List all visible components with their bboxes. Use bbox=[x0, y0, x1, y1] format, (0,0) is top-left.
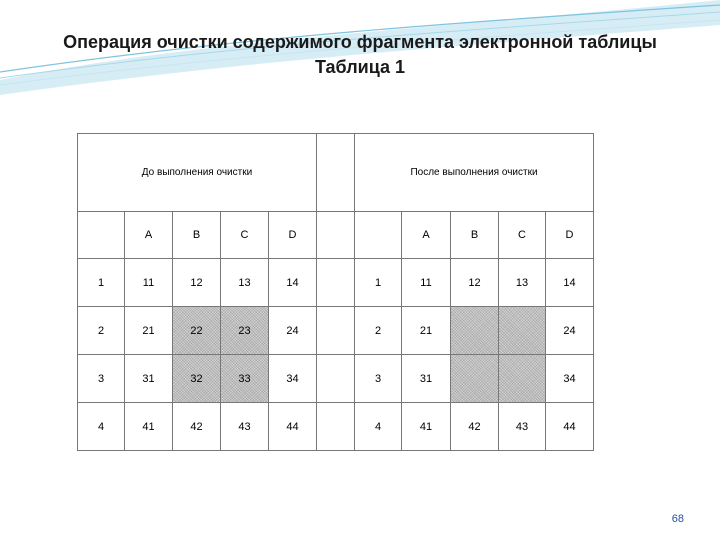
before-cell: 41 bbox=[125, 403, 173, 451]
before-caption: До выполнения очистки bbox=[78, 134, 317, 212]
page-number: 68 bbox=[671, 513, 684, 525]
column-header: B bbox=[173, 212, 221, 259]
after-cell: 42 bbox=[451, 403, 499, 451]
after-cell: 12 bbox=[451, 259, 499, 307]
after-cell: 21 bbox=[402, 307, 451, 355]
before-cell: 22 bbox=[173, 307, 221, 355]
column-header: A bbox=[125, 212, 173, 259]
caption-row bbox=[78, 134, 594, 212]
before-cell: 43 bbox=[221, 403, 269, 451]
after-cell: 11 bbox=[402, 259, 451, 307]
separator-cell bbox=[317, 134, 355, 212]
separator-cell bbox=[317, 259, 355, 307]
row-header: 3 bbox=[355, 355, 402, 403]
row-header: 1 bbox=[355, 259, 402, 307]
after-cell: 24 bbox=[546, 307, 594, 355]
title-line-2: Таблица 1 bbox=[314, 57, 406, 77]
column-header: B bbox=[451, 212, 499, 259]
row-header: 4 bbox=[355, 403, 402, 451]
table-row bbox=[78, 307, 594, 355]
title-line-1: Операция очистки содержимого фрагмента электронной таблицы bbox=[63, 32, 657, 52]
row-header: 2 bbox=[355, 307, 402, 355]
before-cell: 42 bbox=[173, 403, 221, 451]
column-header: A bbox=[402, 212, 451, 259]
separator-cell bbox=[317, 403, 355, 451]
row-header: 2 bbox=[78, 307, 125, 355]
row-header: 1 bbox=[78, 259, 125, 307]
column-header: D bbox=[546, 212, 594, 259]
before-cell: 23 bbox=[221, 307, 269, 355]
column-header: D bbox=[269, 212, 317, 259]
before-cell: 21 bbox=[125, 307, 173, 355]
before-cell: 13 bbox=[221, 259, 269, 307]
after-cell: 43 bbox=[499, 403, 546, 451]
spreadsheet-clear-table bbox=[77, 133, 594, 451]
row-header: 4 bbox=[78, 403, 125, 451]
before-cell: 11 bbox=[125, 259, 173, 307]
before-cell: 33 bbox=[221, 355, 269, 403]
after-cell: 31 bbox=[402, 355, 451, 403]
after-cell: 34 bbox=[546, 355, 594, 403]
column-header-row bbox=[78, 212, 594, 259]
before-cell: 34 bbox=[269, 355, 317, 403]
table-row bbox=[78, 355, 594, 403]
after-cell bbox=[451, 307, 499, 355]
row-header: 3 bbox=[78, 355, 125, 403]
after-caption: После выполнения очистки bbox=[355, 134, 594, 212]
slide-title bbox=[0, 30, 720, 80]
before-cell: 14 bbox=[269, 259, 317, 307]
before-cell: 31 bbox=[125, 355, 173, 403]
after-cell: 14 bbox=[546, 259, 594, 307]
column-header: C bbox=[499, 212, 546, 259]
before-cell: 32 bbox=[173, 355, 221, 403]
before-cell: 44 bbox=[269, 403, 317, 451]
before-cell: 24 bbox=[269, 307, 317, 355]
corner-cell bbox=[355, 212, 402, 259]
table-row bbox=[78, 403, 594, 451]
separator-cell bbox=[317, 355, 355, 403]
separator-cell bbox=[317, 307, 355, 355]
after-cell bbox=[451, 355, 499, 403]
corner-cell bbox=[78, 212, 125, 259]
table-row bbox=[78, 259, 594, 307]
before-cell: 12 bbox=[173, 259, 221, 307]
after-cell bbox=[499, 307, 546, 355]
after-cell: 44 bbox=[546, 403, 594, 451]
after-cell: 13 bbox=[499, 259, 546, 307]
after-cell: 41 bbox=[402, 403, 451, 451]
column-header: C bbox=[221, 212, 269, 259]
after-cell bbox=[499, 355, 546, 403]
separator-cell bbox=[317, 212, 355, 259]
